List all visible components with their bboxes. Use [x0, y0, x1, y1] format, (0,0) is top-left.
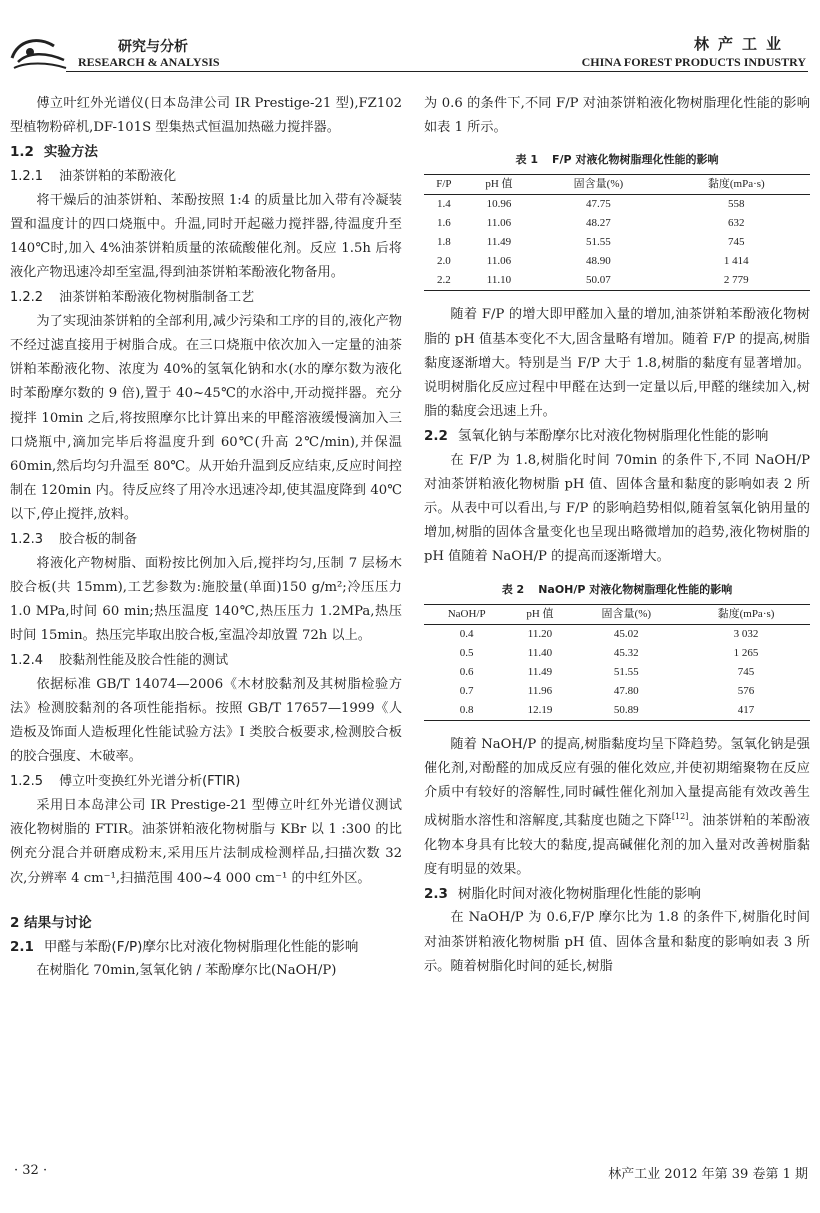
subsection-heading [10, 935, 402, 959]
left-column [10, 92, 402, 983]
table-cell: 10.96 [486, 198, 512, 211]
section-title: 树脂化时间对液化物树脂理化性能的影响 [457, 886, 701, 903]
journal-issue: 林产工业 2012 年第 39 卷第 1 期 [608, 1167, 808, 1182]
table-header-row [424, 604, 810, 624]
paragraph [424, 733, 810, 883]
paragraph: 为了实现油茶饼粕的全部利用,减少污染和工序的目的,液化产物不经过滤直接用于树脂合成。在三口烧瓶中依次加入一定量的油茶饼粕苯酚液化物、浓度为 40%的氢氧化钠和水(水的摩尔数为液化时苯酚摩尔数的 9 倍),置于 40~45℃的水浴中,开动搅拌器。充分搅拌 10min 之后,将按照摩尔比计算出来的甲醛溶液缓慢滴加入三口烧瓶中,滴加完毕后将温度升到 60℃(升高 2℃/min),并保温 60min,然后均匀升温至 80℃。从开始升温到反应结束,反应时间控制在 120min 内。待反应终了用冷水迅速冷却,使其温度降到 40℃以下,停止搅拌,放料。 [10, 313, 402, 523]
column-header: 固含量(%) [601, 607, 652, 620]
paragraph: 依据标准 GB/T 14074—2006《木材胶黏剂及其树脂检验方法》检测胶黏剂的各项性能指标。按照 GB/T 17657—1999《人造板及饰面人造板理化性能试验方法》I 类胶合板要求,检测胶合板的胶合强度、木破率。 [10, 676, 402, 765]
table-cell: 745 [728, 236, 745, 249]
subsection-heading [424, 424, 810, 448]
table-row [424, 682, 810, 701]
table-cell: 11.49 [527, 665, 553, 678]
table-row [424, 271, 810, 291]
section-label-cn: 研究与分析 [118, 39, 188, 55]
paragraph: 采用日本岛津公司 IR Prestige-21 型傅立叶红外光谱仪测试液化物树脂的 FTIR。油茶饼粕液化物树脂与 KBr 以 1 :300 的比例充分混合并研磨成粉末,采用压片法制成检测样品,扫描次数 32 次,分辨率 4 cm⁻¹,扫描范围 400~4 000 cm⁻¹ 的中红外区。 [10, 797, 402, 886]
section-title: 傅立叶变换红外光谱分析(FTIR) [59, 773, 241, 789]
table-cell: 48.90 [586, 255, 611, 268]
section-title: 胶黏剂性能及胶合性能的测试 [59, 652, 229, 668]
table-title: NaOH/P 对液化物树脂理化性能的影响 [538, 582, 733, 596]
table-cell: 0.5 [459, 646, 474, 659]
table-cell: 1.4 [436, 198, 451, 211]
table-cell: 11.96 [527, 684, 553, 697]
journal-name-cn: 林产工业 [693, 35, 790, 53]
page-header [0, 0, 820, 80]
section-number: 1.2.3 [10, 531, 44, 547]
table-number: 表 2 [501, 582, 525, 596]
table-cell: 11.10 [486, 274, 512, 287]
table-fp [424, 174, 810, 291]
table-row [424, 252, 810, 271]
table-cell: 1.6 [436, 217, 451, 230]
table-title: F/P 对液化物树脂理化性能的影响 [552, 153, 719, 167]
section-heading [10, 140, 402, 164]
column-header: 固含量(%) [573, 178, 624, 191]
table-cell: 11.20 [527, 627, 553, 640]
paragraph: 将干燥后的油茶饼粕、苯酚按照 1:4 的质量比加入带有冷凝装置和温度计的四口烧瓶中。升温,同时开起磁力搅拌器,待温度升至 140℃时,加入 4%油茶饼粕质量的浓硫酸催化剂。反应 1.5h 后将液化产物迅速冷却至室温,得到油茶饼粕苯酚液化物备用。 [10, 192, 402, 281]
table-row [424, 233, 810, 252]
subsection-heading [10, 165, 402, 189]
table-cell: 2 779 [723, 274, 749, 287]
section-number: 1.2.2 [10, 289, 44, 305]
table-cell: 1 265 [733, 646, 759, 659]
paragraph: 在 F/P 为 1.8,树脂化时间 70min 的条件下,不同 NaOH/P 对油茶饼粕液化物树脂 pH 值、固体含量和黏度的影响如表 2 所示。从表中可以看出,与 F/P 的影响趋势相似,随着氢氧化钠用量的增加,树脂的固体含量变化也呈现出略微增加的趋势,液化物树脂的 pH 值随着 NaOH/P 的提高而逐渐增大。 [424, 452, 810, 565]
page-number: · 32 · [14, 1163, 48, 1178]
table-row [424, 195, 810, 215]
table-cell: 3 032 [733, 627, 759, 640]
paragraph: 傅立叶红外光谱仪(日本岛津公司 IR Prestige-21 型),FZ102 型植物粉碎机,DF-101S 型集热式恒温加热磁力搅拌器。 [10, 96, 402, 136]
table-cell: 12.19 [527, 703, 553, 716]
section-title: 油茶饼粕苯酚液化物树脂制备工艺 [59, 289, 255, 305]
section-number: 1.2 [10, 144, 34, 161]
table-cell: 0.7 [459, 684, 474, 697]
table-cell: 0.4 [459, 627, 474, 640]
table-row [424, 214, 810, 233]
section-title: 油茶饼粕的苯酚液化 [59, 168, 177, 184]
section-title: 甲醛与苯酚(F/P)摩尔比对液化物树脂理化性能的影响 [43, 938, 359, 955]
table-cell: 11.06 [486, 217, 512, 230]
journal-name-en: CHINA FOREST PRODUCTS INDUSTRY [581, 55, 806, 69]
column-header: pH 值 [485, 178, 513, 191]
section-number: 1.2.1 [10, 168, 44, 184]
table-cell: 11.49 [486, 236, 512, 249]
table-cell: 0.8 [459, 703, 474, 716]
table-cell: 632 [728, 217, 745, 230]
section-number: 2.3 [424, 886, 448, 903]
section-number: 2.1 [10, 938, 34, 955]
column-header: 黏度(mPa·s) [717, 607, 775, 620]
table-caption [424, 152, 810, 168]
table-cell: 11.40 [527, 646, 553, 659]
column-header: F/P [436, 178, 452, 191]
section-number: 1.2.4 [10, 652, 44, 668]
table-header-row [424, 175, 810, 195]
section-label-en: RESEARCH & ANALYSIS [78, 55, 220, 69]
table-cell: 558 [728, 198, 745, 211]
paragraph-text: 随着 NaOH/P 的提高,树脂黏度均呈下降趋势。氢氧化钠是强催化剂,对酚醛的加成反应有强的催化效应,并使初期缩聚物在反应介质中有较好的溶解性,同时碱性催化剂加入量提高能有效改善生成树脂水溶性和溶解度,其黏度也随之下降 [424, 736, 810, 829]
table-cell: 51.55 [586, 236, 611, 249]
section-title: 胶合板的制备 [59, 531, 138, 547]
paragraph-text: 。油茶饼粕的苯酚液化物本身具有比较大的黏度,提高碱催化剂的加入量对改善树脂黏度有明显的效果。 [424, 813, 810, 878]
table-caption [424, 582, 810, 598]
paragraph: 在 NaOH/P 为 0.6,F/P 摩尔比为 1.8 的条件下,树脂化时间对油茶饼粕液化物树脂 pH 值、固体含量和黏度的影响如表 3 所示。随着树脂化时间的延长,树脂 [424, 910, 810, 974]
subsection-heading [10, 286, 402, 310]
table-cell: 2.0 [436, 255, 451, 268]
table-row [424, 663, 810, 682]
column-header: 黏度(mPa·s) [707, 178, 765, 191]
table-row [424, 644, 810, 663]
subsection-heading [424, 882, 810, 906]
section-heading: 2 结果与讨论 [10, 914, 92, 931]
table-cell: 51.55 [613, 665, 639, 678]
column-header: pH 值 [526, 607, 554, 620]
table-naoh-p [424, 604, 810, 721]
table-cell: 50.89 [613, 703, 639, 716]
section-number: 1.2.5 [10, 773, 44, 789]
right-column [424, 92, 810, 979]
table-cell: 576 [737, 684, 755, 697]
table-cell: 47.75 [586, 198, 611, 211]
table-cell: 45.32 [613, 646, 639, 659]
paragraph: 将液化产物树脂、面粉按比例加入后,搅拌均匀,压制 7 层杨木胶合板(共 15mm),工艺参数为:施胶量(单面)150 g/m²;冷压压力 1.0 MPa,时间 60 min;热压温度 140℃,热压压力 1.2MPa,热压时间 15min。热压完毕取出胶合板,室温冷却放置 72h 以上。 [10, 555, 402, 644]
section-title: 氢氧化钠与苯酚摩尔比对液化物树脂理化性能的影响 [457, 428, 769, 445]
table-cell: 417 [737, 703, 755, 716]
table-number: 表 1 [515, 153, 539, 167]
section-number: 2.2 [424, 428, 448, 445]
column-header: NaOH/P [447, 607, 486, 620]
table-cell: 1.8 [436, 236, 451, 249]
paragraph: 为 0.6 的条件下,不同 F/P 对油茶饼粕液化物树脂理化性能的影响如表 1 所示。 [424, 96, 810, 136]
table-row [424, 624, 810, 644]
section-title: 实验方法 [43, 144, 98, 161]
paragraph: 随着 F/P 的增大即甲醛加入量的增加,油茶饼粕苯酚液化物树脂的 pH 值基本变化不大,固含量略有增加。随着 F/P 的提高,树脂黏度逐渐增大。特别是当 F/P 大于 1.8,树脂的黏度有显著增加。说明树脂化反应过程中甲醛在达到一定量以后,甲醛的继续加入,树脂的黏度会迅速上升。 [424, 307, 810, 420]
journal-logo-icon [8, 32, 70, 74]
table-cell: 47.80 [613, 684, 639, 697]
table-cell: 0.6 [459, 665, 474, 678]
table-cell: 11.06 [486, 255, 512, 268]
subsection-heading [10, 770, 402, 794]
table-row [424, 701, 810, 721]
citation-ref[interactable]: [12] [671, 812, 689, 822]
table-cell: 2.2 [436, 274, 451, 287]
header-rule [66, 71, 808, 72]
table-cell: 50.07 [586, 274, 611, 287]
subsection-heading [10, 649, 402, 673]
subsection-heading [10, 528, 402, 552]
table-cell: 45.02 [613, 627, 639, 640]
table-cell: 48.27 [586, 217, 611, 230]
table-cell: 1 414 [723, 255, 749, 268]
table-cell: 745 [737, 665, 755, 678]
paragraph: 在树脂化 70min,氢氧化钠 / 苯酚摩尔比(NaOH/P) [36, 963, 337, 979]
